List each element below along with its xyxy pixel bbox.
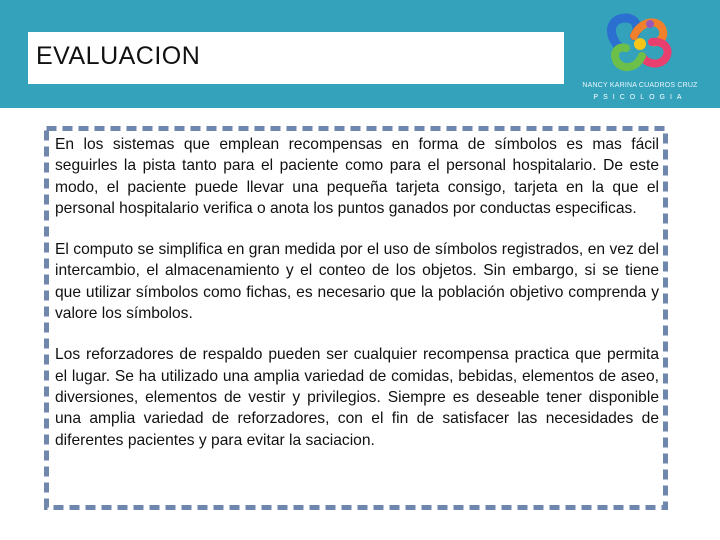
colorful-swirl-logo-icon xyxy=(580,8,700,80)
logo-subtitle: PSICOLOGIA xyxy=(593,94,687,101)
paragraph-2: El computo se simplifica en gran medida por el uso de símbolos registrados, en vez del intercambio, el almacenamiento y el conteo de los objetos. Sin embargo, si se tiene que utilizar símbolos como fichas, es necesario que la población objetivo comprenda y valore los símbolos. xyxy=(55,241,659,323)
header-band xyxy=(0,0,720,108)
page-title: EVALUACION xyxy=(36,42,201,70)
paragraph-3: Los reforzadores de respaldo pueden ser cualquier recompensa practica que permita el lugar. Se ha utilizado una amplia variedad de comidas, bebidas, elementos de aseo, diversiones, elementos de vestir y privilegios. Siempre es deseable tener disponible una amplia variedad de reforzadores, con el fin de satisfacer las necesidades de diferentes pacientes y para evitar la saciacion. xyxy=(55,346,659,449)
text-area xyxy=(55,134,659,451)
title-box xyxy=(28,32,564,84)
logo xyxy=(580,8,700,104)
paragraph-1: En los sistemas que emplean recompensas en forma de símbolos es mas fácil seguirles la pista tanto para el paciente como para el personal hospitalario. De este modo, el paciente puede llevar una pequeña tarjeta consigo, tarjeta en la que el personal hospitalario verifica o anota los puntos ganados por conductas especificas. xyxy=(55,136,659,217)
logo-name: NANCY KARINA CUADROS CRUZ xyxy=(582,82,698,89)
content-box xyxy=(44,126,668,510)
